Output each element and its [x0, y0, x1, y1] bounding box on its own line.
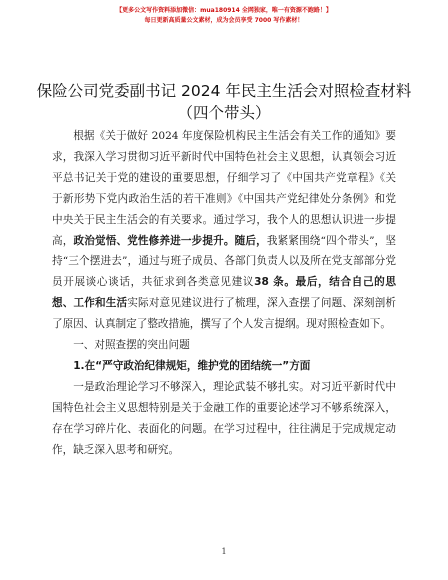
promo-banner: [0, 6, 448, 26]
promo-line-2: 每日更新高质量公文素材，成为会员享受 7000 写作素材！: [144, 17, 304, 24]
intro-text-bold-b: 政治觉悟、党性修养进一步提升。随后，: [73, 234, 267, 247]
intro-paragraph: [52, 126, 396, 335]
subsection-heading: 1.在“严守政治纪律规矩，维护党的团结统一”方面: [73, 359, 311, 372]
body-paragraph: 一是政治理论学习不够深入，理论武装不够扎实。对习近平新时代中国特色社会主义思想特别是关于金融工作的重要论述学习不够系统深入，存在学习碎片化、表面化的问题。在学习过程中，往往满足于完成规定动作，缺乏深入思考和研究。: [52, 380, 396, 456]
intro-text-a: 根据《关于做好 2024 年度保险机构民主生活会有关工作的通知》要求，我深入学习贯彻习近平新时代中国特色社会主义思想，认真领会习近平总书记关于党的建设的重要思想，仔细学习了《中国共产党章程》《关于新形势下党内政治生活的若干准则》《中国共产党纪律处分条例》和党中央关于民主生活会的有关要求。通过学习，我个人的思想认识进一步提高，: [52, 130, 396, 247]
section-heading: 一、对照查摆的突出问题: [73, 339, 190, 352]
page-number: 1: [221, 547, 227, 556]
document-body: [52, 126, 396, 461]
document-title: 保险公司党委副书记 2024 年民主生活会对照检查材料（四个带头）: [36, 82, 412, 122]
intro-text-f: 实际对意见建议进行了梳理，深入查摆了问题、深刻剖析了原因、认真制定了整改措施，撰写了个人发言提纲。现对照检查如下。: [52, 297, 397, 331]
promo-line-1: 【更多公文写作资料添加微信：mua180914 全网独家，唯一有资源不跑路！】: [116, 7, 332, 14]
intro-text-bold-d: 38 条。最后，: [254, 276, 330, 289]
intro-text-c: 我紧紧围绕“四个带头”，坚持“三个摆进去”，通过与班子成员、各部门负责人以及所在党支部部分党员开展谈心谈话，共征求到各类意见建议: [52, 234, 396, 289]
intro-text-bold-e: 结合自己的思想、工作和生活: [52, 276, 397, 310]
